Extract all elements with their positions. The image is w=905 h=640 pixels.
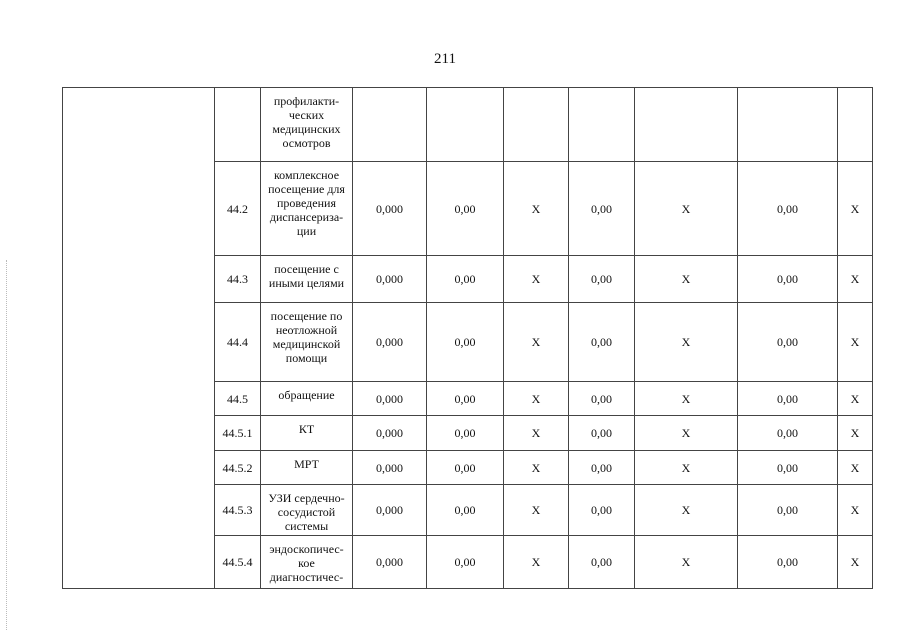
value-cell-c2 bbox=[427, 88, 504, 162]
value-cell-c1: 0,000 bbox=[353, 536, 427, 589]
value-cell-c6: 0,00 bbox=[738, 451, 838, 485]
row-name: посещение с иными целями bbox=[261, 256, 353, 303]
row-code: 44.2 bbox=[215, 162, 261, 256]
value-cell-c6: 0,00 bbox=[738, 162, 838, 256]
value-cell-c5: X bbox=[635, 303, 738, 382]
value-cell-c3: X bbox=[504, 416, 569, 451]
row-code: 44.4 bbox=[215, 303, 261, 382]
table-body bbox=[63, 88, 873, 589]
value-cell-c6: 0,00 bbox=[738, 485, 838, 536]
value-cell-c2: 0,00 bbox=[427, 536, 504, 589]
value-cell-c5: X bbox=[635, 485, 738, 536]
value-cell-c1: 0,000 bbox=[353, 256, 427, 303]
value-cell-c4: 0,00 bbox=[569, 536, 635, 589]
value-cell-c7: X bbox=[838, 162, 873, 256]
value-cell-c4: 0,00 bbox=[569, 382, 635, 416]
value-cell-c5: X bbox=[635, 256, 738, 303]
value-cell-c3: X bbox=[504, 303, 569, 382]
row-code: 44.3 bbox=[215, 256, 261, 303]
value-cell-c4: 0,00 bbox=[569, 451, 635, 485]
value-cell-c4: 0,00 bbox=[569, 256, 635, 303]
value-cell-c2: 0,00 bbox=[427, 416, 504, 451]
row-name: обращение bbox=[261, 382, 353, 416]
value-cell-c3: X bbox=[504, 485, 569, 536]
value-cell-c5: X bbox=[635, 162, 738, 256]
row-name: эндоскопичес- кое диагностичес- bbox=[261, 536, 353, 589]
value-cell-c6: 0,00 bbox=[738, 303, 838, 382]
value-cell-c4 bbox=[569, 88, 635, 162]
value-cell-c1 bbox=[353, 88, 427, 162]
value-cell-c7: X bbox=[838, 256, 873, 303]
value-cell-c1: 0,000 bbox=[353, 416, 427, 451]
row-name: МРТ bbox=[261, 451, 353, 485]
row-code: 44.5.2 bbox=[215, 451, 261, 485]
value-cell-c5: X bbox=[635, 451, 738, 485]
value-cell-c4: 0,00 bbox=[569, 162, 635, 256]
value-cell-c1: 0,000 bbox=[353, 485, 427, 536]
value-cell-c6: 0,00 bbox=[738, 382, 838, 416]
value-cell-c3: X bbox=[504, 162, 569, 256]
value-cell-c6: 0,00 bbox=[738, 536, 838, 589]
row-code: 44.5.3 bbox=[215, 485, 261, 536]
row-name: комплексное посещение для проведения диспансериза- ции bbox=[261, 162, 353, 256]
value-cell-c3 bbox=[504, 88, 569, 162]
value-cell-c7: X bbox=[838, 536, 873, 589]
value-cell-c6 bbox=[738, 88, 838, 162]
value-cell-c2: 0,00 bbox=[427, 382, 504, 416]
value-cell-c7: X bbox=[838, 303, 873, 382]
row-name: УЗИ сердечно- сосудистой системы bbox=[261, 485, 353, 536]
row-code: 44.5 bbox=[215, 382, 261, 416]
value-cell-c5: X bbox=[635, 382, 738, 416]
value-cell-c7: X bbox=[838, 485, 873, 536]
value-cell-c5: X bbox=[635, 416, 738, 451]
row-name: КТ bbox=[261, 416, 353, 451]
value-cell-c2: 0,00 bbox=[427, 451, 504, 485]
data-table bbox=[62, 87, 873, 589]
value-cell-c7: X bbox=[838, 382, 873, 416]
table-row bbox=[63, 88, 873, 162]
row-code bbox=[215, 88, 261, 162]
value-cell-c6: 0,00 bbox=[738, 256, 838, 303]
value-cell-c1: 0,000 bbox=[353, 451, 427, 485]
row-name: профилакти- ческих медицинских осмотров bbox=[261, 88, 353, 162]
value-cell-c2: 0,00 bbox=[427, 303, 504, 382]
value-cell-c7: X bbox=[838, 416, 873, 451]
value-cell-c3: X bbox=[504, 382, 569, 416]
value-cell-c4: 0,00 bbox=[569, 416, 635, 451]
value-cell-c1: 0,000 bbox=[353, 382, 427, 416]
row-name: посещение по неотложной медицинской помощи bbox=[261, 303, 353, 382]
value-cell-c2: 0,00 bbox=[427, 485, 504, 536]
value-cell-c4: 0,00 bbox=[569, 485, 635, 536]
value-cell-c5 bbox=[635, 88, 738, 162]
value-cell-c7: X bbox=[838, 451, 873, 485]
value-cell-c1: 0,000 bbox=[353, 162, 427, 256]
value-cell-c4: 0,00 bbox=[569, 303, 635, 382]
value-cell-c3: X bbox=[504, 536, 569, 589]
empty-merged-cell bbox=[63, 88, 215, 589]
row-code: 44.5.1 bbox=[215, 416, 261, 451]
value-cell-c1: 0,000 bbox=[353, 303, 427, 382]
margin-dots bbox=[6, 260, 8, 630]
value-cell-c5: X bbox=[635, 536, 738, 589]
value-cell-c2: 0,00 bbox=[427, 162, 504, 256]
value-cell-c2: 0,00 bbox=[427, 256, 504, 303]
value-cell-c7 bbox=[838, 88, 873, 162]
row-code: 44.5.4 bbox=[215, 536, 261, 589]
page-number: 211 bbox=[434, 51, 456, 67]
value-cell-c6: 0,00 bbox=[738, 416, 838, 451]
value-cell-c3: X bbox=[504, 451, 569, 485]
value-cell-c3: X bbox=[504, 256, 569, 303]
